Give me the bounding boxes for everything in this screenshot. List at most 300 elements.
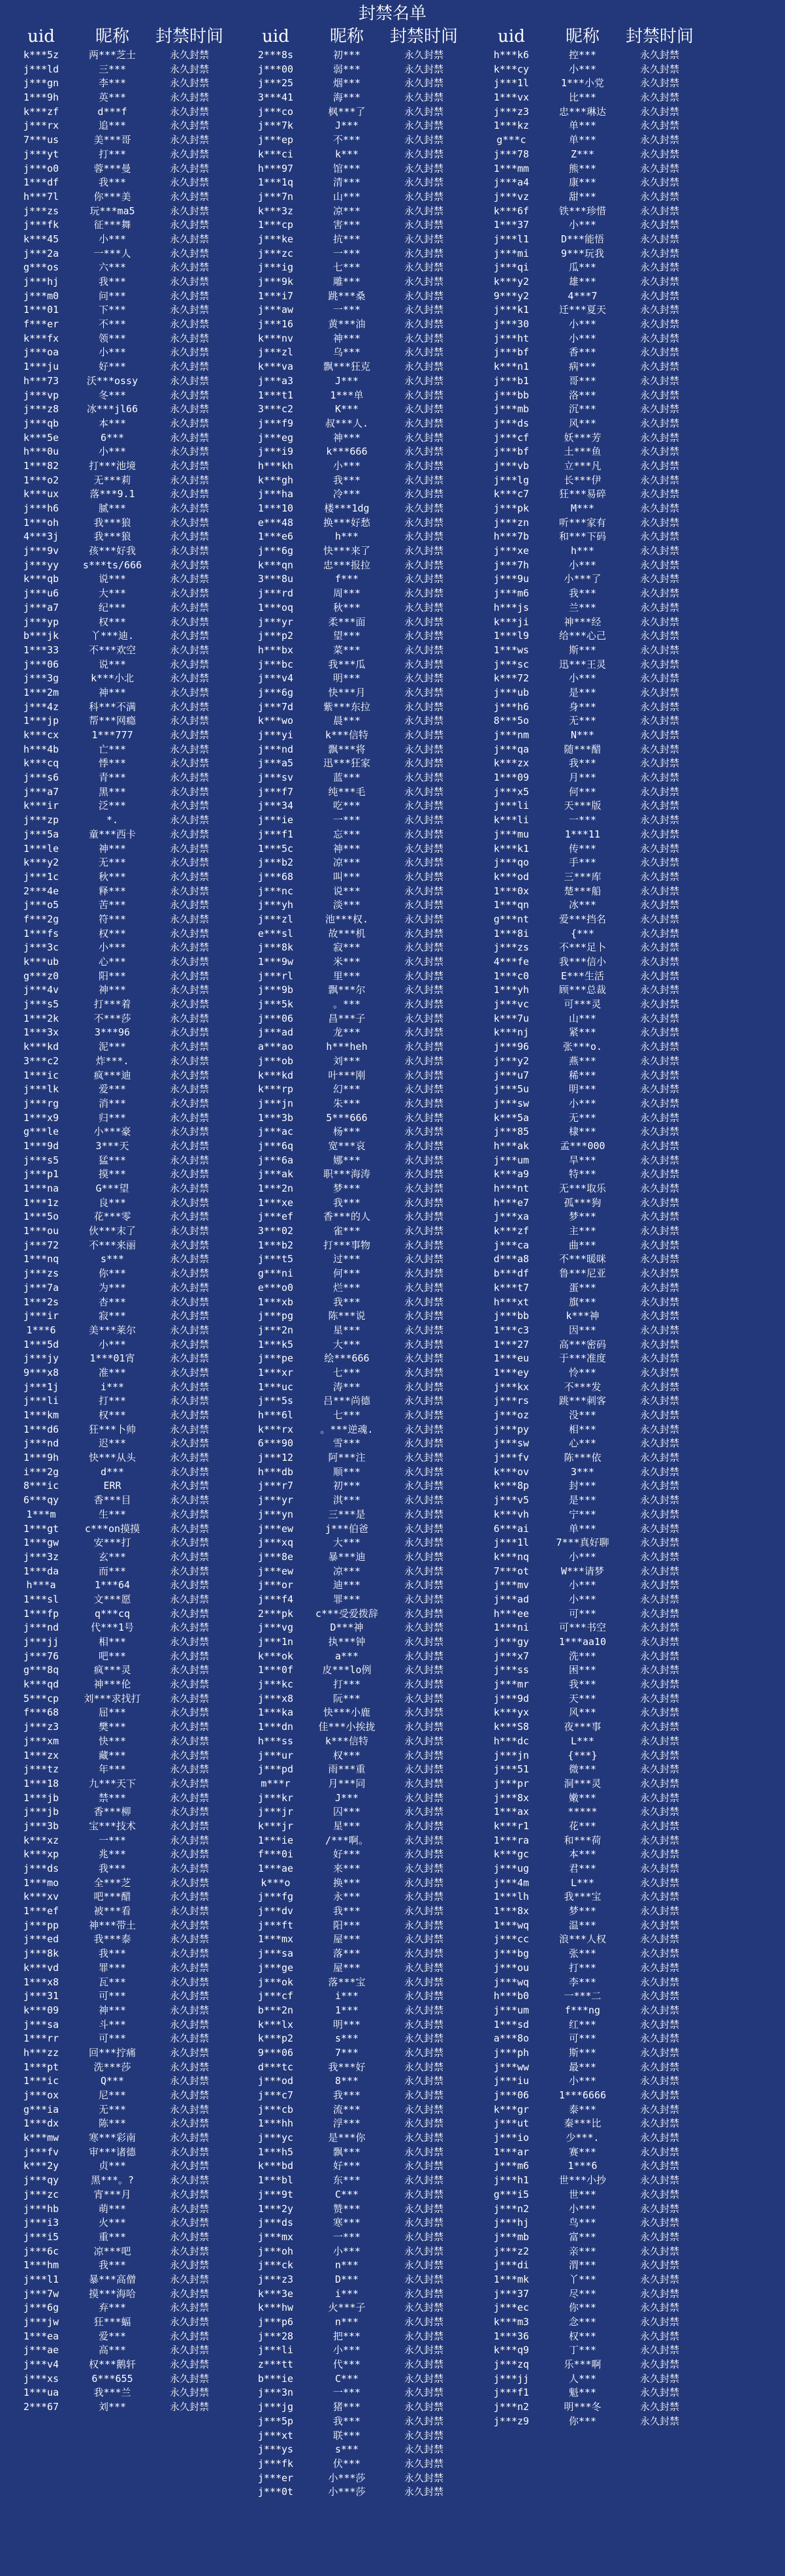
- ban-time-cell: 永久封禁: [639, 2075, 679, 2087]
- ban-time-cell: 永久封禁: [404, 120, 443, 132]
- ban-time-cell: 永久封禁: [639, 2103, 679, 2115]
- nickname-cell: 明***: [332, 672, 361, 685]
- table-row: [234, 63, 470, 77]
- table-row: [0, 1536, 235, 1550]
- table-row: [0, 2131, 235, 2145]
- ban-time-cell: 永久封禁: [169, 1721, 209, 1733]
- table-row: [470, 572, 705, 587]
- uid-cell: k***mw: [23, 2132, 59, 2144]
- table-row: [0, 1394, 235, 1409]
- ban-time-cell: 永久封禁: [639, 289, 679, 302]
- ban-time-cell: 永久封禁: [404, 1168, 443, 1181]
- table-row: [234, 1451, 470, 1465]
- nickname-cell: 吃***: [332, 800, 361, 812]
- nickname-cell: 害***: [332, 219, 361, 231]
- table-row: [234, 2159, 470, 2174]
- ban-time-cell: 永久封禁: [404, 672, 443, 685]
- ban-time-cell: 永久封禁: [169, 2145, 209, 2158]
- table-row: [234, 76, 470, 91]
- ban-time-cell: 永久封禁: [169, 403, 209, 416]
- ban-time-cell: 永久封禁: [404, 1352, 443, 1365]
- uid-cell: 1***2k: [23, 1012, 59, 1024]
- uid-cell: 1***2m: [23, 686, 59, 698]
- uid-cell: j***z2: [493, 2245, 530, 2257]
- ban-time-cell: 永久封禁: [169, 686, 209, 698]
- ban-time-cell: 永久封禁: [639, 1990, 679, 2002]
- table-row: [0, 1409, 235, 1423]
- table-row: [234, 119, 470, 133]
- nickname-cell: k***小北: [90, 672, 135, 685]
- ban-time-cell: 永久封禁: [169, 1834, 209, 1846]
- nickname-cell: 无***: [568, 1111, 597, 1124]
- table-row: [234, 2429, 470, 2443]
- ban-time-cell: 永久封禁: [639, 374, 679, 387]
- table-row: [234, 2443, 470, 2457]
- table-row: [234, 2061, 470, 2075]
- ban-time-cell: 永久封禁: [639, 899, 679, 911]
- nickname-cell: 抗***: [332, 233, 361, 245]
- uid-cell: j***b1: [493, 374, 530, 387]
- uid-cell: k***45: [23, 233, 59, 245]
- table-row: [470, 1593, 705, 1607]
- ban-time-cell: 永久封禁: [404, 842, 443, 855]
- table-row: [470, 2188, 705, 2202]
- ban-time-cell: 永久封禁: [404, 134, 443, 146]
- nickname-cell: 忘***: [332, 828, 361, 840]
- ban-time-cell: 永久封禁: [169, 1097, 209, 1109]
- uid-cell: j***5a: [23, 828, 59, 840]
- uid-cell: g***nt: [493, 913, 530, 925]
- uid-cell: j***4m: [493, 1876, 530, 1889]
- nickname-cell: 泰***: [568, 2103, 597, 2115]
- table-row: [234, 2258, 470, 2273]
- nickname-cell: 一***: [98, 1834, 127, 1846]
- uid-cell: k***09: [23, 2004, 59, 2016]
- table-body: [0, 48, 235, 2415]
- table-row: [0, 2174, 235, 2188]
- nickname-cell: 我***宝: [564, 1891, 601, 1903]
- nickname-cell: 藏***: [98, 1749, 127, 1761]
- ban-time-cell: 永久封禁: [169, 2273, 209, 2285]
- ban-time-cell: 永久封禁: [404, 1452, 443, 1464]
- table-row: [470, 913, 705, 927]
- nickname-cell: s***: [100, 1253, 125, 1265]
- table-row: [470, 1154, 705, 1168]
- uid-cell: j***jr: [257, 1806, 294, 1818]
- nickname-cell: 我***瓜: [328, 658, 366, 670]
- table-row: [470, 2131, 705, 2145]
- nickname-cell: {***: [570, 927, 595, 939]
- table-row: [234, 1692, 470, 1706]
- table-row: [0, 289, 235, 304]
- nickname-cell: 枫***了: [328, 105, 366, 118]
- table-row: [0, 1834, 235, 1848]
- nickname-cell: 落***宝: [328, 1976, 366, 1988]
- table-row: [470, 1026, 705, 1040]
- table-row: [0, 1650, 235, 1664]
- table-row: [0, 1635, 235, 1650]
- table-row: [470, 1281, 705, 1296]
- nickname-cell: 明***: [332, 2018, 361, 2030]
- ban-time-cell: 永久封禁: [169, 2358, 209, 2371]
- uid-cell: 1***b2: [257, 1239, 294, 1251]
- table-row: [0, 1097, 235, 1111]
- nickname-cell: 三***是: [328, 1508, 366, 1520]
- uid-cell: j***bc: [257, 658, 294, 670]
- ban-time-cell: 永久封禁: [169, 1791, 209, 1804]
- uid-cell: 1***9d: [23, 1139, 59, 1152]
- uid-cell: h***zz: [23, 2046, 59, 2059]
- nickname-cell: s***: [334, 2032, 359, 2045]
- nickname-cell: 不***: [332, 134, 361, 146]
- uid-cell: 1***ou: [23, 1225, 59, 1237]
- table-row: [0, 1493, 235, 1508]
- uid-cell: j***ut: [493, 2117, 530, 2130]
- uid-cell: k***ci: [257, 148, 294, 160]
- table-row: [470, 927, 705, 941]
- ban-time-cell: 永久封禁: [169, 431, 209, 444]
- table-row: [234, 2032, 470, 2046]
- table-row: [0, 1479, 235, 1493]
- uid-cell: j***li: [493, 800, 530, 812]
- table-row: [234, 1352, 470, 1366]
- uid-cell: j***ub: [493, 686, 530, 698]
- ban-time-cell: 永久封禁: [169, 1933, 209, 1946]
- nickname-cell: 刘***: [98, 2401, 127, 2413]
- uid-cell: k***p2: [257, 2032, 294, 2045]
- ban-time-cell: 永久封禁: [404, 715, 443, 727]
- ban-time-cell: 永久封禁: [639, 1819, 679, 1832]
- nickname-cell: 飘***尔: [328, 984, 366, 996]
- nickname-cell: 鸟***: [568, 2217, 597, 2229]
- nickname-cell: 东***: [332, 2174, 361, 2187]
- nickname-cell: 罪***: [98, 1961, 127, 1974]
- nickname-cell: 七***: [332, 261, 361, 274]
- table-row: [470, 2216, 705, 2230]
- uid-cell: h***6l: [257, 1409, 294, 1421]
- table-row: [470, 1989, 705, 2004]
- ban-time-cell: 永久封禁: [404, 361, 443, 373]
- table-row: [234, 445, 470, 459]
- table-row: [0, 105, 235, 120]
- table-row: [0, 2004, 235, 2018]
- table-row: [0, 544, 235, 559]
- table-row: [234, 1210, 470, 1224]
- table-row: [0, 644, 235, 658]
- uid-cell: k***jr: [257, 1819, 294, 1832]
- uid-cell: j***yp: [23, 615, 59, 628]
- uid-cell: j***qy: [23, 2174, 59, 2187]
- uid-cell: j***jg: [257, 2401, 294, 2413]
- nickname-cell: 符***: [98, 913, 127, 925]
- table-row: [0, 374, 235, 389]
- uid-cell: j***xs: [23, 2372, 59, 2385]
- table-header: [470, 25, 705, 48]
- uid-cell: 1***e6: [257, 530, 294, 543]
- table-row: [0, 2061, 235, 2075]
- nickname-cell: 我***: [98, 176, 127, 189]
- uid-cell: k***5a: [493, 1111, 530, 1124]
- ban-time-cell: 永久封禁: [404, 1706, 443, 1719]
- table-row: [234, 2004, 470, 2018]
- ban-time-cell: 永久封禁: [404, 318, 443, 331]
- ban-time-cell: 永久封禁: [639, 63, 679, 75]
- nickname-cell: 明***冬: [564, 2401, 601, 2413]
- ban-time-cell: 永久封禁: [639, 885, 679, 897]
- uid-cell: j***zp: [23, 814, 59, 826]
- nickname-cell: 权***鹅轩: [88, 2358, 136, 2371]
- ban-time-cell: 永久封禁: [639, 1182, 679, 1194]
- uid-cell: 1***8i: [493, 927, 530, 939]
- table-row: [0, 516, 235, 530]
- uid-cell: j***qa: [493, 743, 530, 755]
- nickname-cell: 神***伦: [93, 1678, 131, 1691]
- ban-time-cell: 永久封禁: [169, 219, 209, 231]
- uid-cell: 1***2s: [23, 1296, 59, 1308]
- uid-cell: j***zs: [493, 941, 530, 954]
- uid-cell: k***gc: [493, 1848, 530, 1861]
- table-row: [470, 757, 705, 771]
- uid-cell: j***f9: [257, 417, 294, 429]
- table-row: [0, 2117, 235, 2131]
- ban-time-cell: 永久封禁: [404, 927, 443, 939]
- ban-time-cell: 永久封禁: [169, 2316, 209, 2328]
- ban-time-cell: 永久封禁: [639, 1338, 679, 1350]
- nickname-cell: 我***: [332, 2415, 361, 2427]
- uid-cell: h***4b: [23, 743, 59, 755]
- nickname-cell: 寒***彩南: [88, 2132, 136, 2144]
- ban-time-cell: 永久封禁: [169, 856, 209, 869]
- nickname-cell: 嫩***: [568, 1791, 597, 1804]
- nickname-cell: f***: [334, 573, 359, 585]
- nickname-cell: 孤***狗: [564, 1196, 601, 1209]
- ban-time-cell: 永久封禁: [404, 1763, 443, 1776]
- ban-time-cell: 永久封禁: [639, 488, 679, 500]
- uid-cell: j***ig: [257, 261, 294, 274]
- table-row: [0, 1848, 235, 1862]
- ban-time-cell: 永久封禁: [404, 446, 443, 458]
- nickname-cell: 8***: [334, 2075, 359, 2087]
- table-row: [234, 1281, 470, 1296]
- table-row: [0, 785, 235, 800]
- uid-cell: k***y2: [23, 856, 59, 869]
- ban-time-cell: 永久封禁: [169, 2032, 209, 2045]
- ban-time-cell: 永久封禁: [169, 1664, 209, 1676]
- ban-time-cell: 永久封禁: [404, 1253, 443, 1265]
- nickname-cell: 。***: [332, 998, 361, 1011]
- nickname-cell: 洞***灵: [564, 1777, 601, 1789]
- uid-cell: j***zs: [23, 1267, 59, 1280]
- table-row: [470, 91, 705, 105]
- ban-time-cell: 永久封禁: [404, 2188, 443, 2200]
- nickname-cell: 换***好愁: [323, 516, 371, 529]
- table-row: [234, 2145, 470, 2160]
- ban-time-cell: 永久封禁: [639, 1111, 679, 1124]
- ban-time-cell: 永久封禁: [169, 2330, 209, 2342]
- table-row: [0, 346, 235, 360]
- ban-time-cell: 永久封禁: [169, 530, 209, 543]
- uid-cell: a***8o: [493, 2032, 530, 2045]
- uid-cell: 1***27: [493, 1338, 530, 1350]
- uid-cell: 1***9w: [257, 956, 294, 968]
- table-row: [470, 2046, 705, 2061]
- table-row: [470, 2258, 705, 2273]
- uid-cell: k***3z: [257, 204, 294, 217]
- table-row: [234, 1139, 470, 1154]
- uid-cell: z***tt: [257, 2358, 294, 2371]
- table-row: [470, 2145, 705, 2160]
- nickname-cell: i***: [334, 1990, 359, 2002]
- nickname-cell: 花***零: [93, 1211, 131, 1223]
- uid-cell: k***ir: [23, 800, 59, 812]
- ban-time-cell: 永久封禁: [169, 2344, 209, 2356]
- table-row: [0, 247, 235, 261]
- nickname-cell: q***cq: [94, 1607, 131, 1620]
- nickname-cell: 1***01宵: [89, 1352, 135, 1365]
- uid-cell: j***oa: [23, 346, 59, 359]
- nickname-cell: 冰***jl66: [86, 403, 138, 416]
- ban-time-cell: 永久封禁: [404, 190, 443, 203]
- uid-cell: 2***8s: [257, 49, 294, 61]
- ban-time-cell: 永久封禁: [169, 1366, 209, 1378]
- table-row: [234, 289, 470, 304]
- uid-cell: j***kr: [257, 1791, 294, 1804]
- ban-time-cell: 永久封禁: [404, 2457, 443, 2470]
- table-row: [234, 431, 470, 446]
- ban-time-cell: 永久封禁: [404, 289, 443, 302]
- uid-cell: j***8e: [257, 1550, 294, 1563]
- uid-cell: j***25: [257, 77, 294, 90]
- ban-time-cell: 永久封禁: [169, 1465, 209, 1478]
- uid-cell: j***9u: [493, 573, 530, 585]
- uid-cell: j***5k: [257, 998, 294, 1011]
- ban-time-cell: 永久封禁: [639, 318, 679, 331]
- ban-time-cell: 永久封禁: [404, 148, 443, 160]
- uid-cell: j***bg: [493, 1948, 530, 1960]
- uid-cell: j***1c: [23, 870, 59, 883]
- uid-cell: j***9t: [257, 2188, 294, 2200]
- ban-time-cell: 永久封禁: [639, 729, 679, 741]
- table-row: [470, 374, 705, 389]
- uid-cell: j***oh: [257, 2245, 294, 2257]
- table-row: [234, 2230, 470, 2245]
- nickname-cell: 本***: [568, 1848, 597, 1861]
- ban-time-cell: 永久封禁: [404, 474, 443, 486]
- table-row: [470, 870, 705, 885]
- uid-cell: 1***37: [493, 219, 530, 231]
- ban-time-cell: 永久封禁: [639, 446, 679, 458]
- ban-time-cell: 永久封禁: [169, 1976, 209, 1988]
- table-row: [234, 1932, 470, 1947]
- nickname-cell: 杏***: [98, 1296, 127, 1308]
- ban-time-cell: 永久封禁: [404, 870, 443, 883]
- uid-cell: j***06: [493, 2089, 530, 2101]
- table-row: [234, 1976, 470, 1990]
- ban-time-cell: 永久封禁: [169, 615, 209, 628]
- uid-cell: j***qb: [23, 417, 59, 429]
- ban-time-cell: 永久封禁: [169, 729, 209, 741]
- ban-time-cell: 永久封禁: [169, 1083, 209, 1096]
- ban-time-cell: 永久封禁: [404, 856, 443, 869]
- ban-time-cell: 永久封禁: [169, 176, 209, 189]
- nickname-cell: 何***: [332, 1267, 361, 1280]
- ban-time-cell: 永久封禁: [404, 1409, 443, 1421]
- ban-time-cell: 永久封禁: [169, 318, 209, 331]
- nickname-cell: 熊***: [568, 162, 597, 174]
- nickname-cell: 雨***重: [328, 1763, 366, 1776]
- table-row: [470, 2018, 705, 2032]
- nickname-cell: 秋***: [98, 870, 127, 883]
- ban-time-cell: 永久封禁: [639, 2330, 679, 2342]
- table-row: [470, 1735, 705, 1749]
- nickname-cell: 打***事物: [323, 1239, 371, 1251]
- ban-time-cell: 永久封禁: [169, 2004, 209, 2016]
- table-row: [234, 1252, 470, 1267]
- table-row: [0, 1508, 235, 1522]
- nickname-cell: 神***: [332, 332, 361, 344]
- nickname-cell: 1***777: [91, 729, 133, 741]
- uid-cell: h***nt: [493, 1182, 530, 1194]
- uid-cell: h***xt: [493, 1296, 530, 1308]
- uid-cell: k***6f: [493, 204, 530, 217]
- nickname-cell: 星***: [332, 1324, 361, 1336]
- ban-time-cell: 永久封禁: [404, 1267, 443, 1280]
- table-row: [234, 487, 470, 502]
- ban-time-cell: 永久封禁: [639, 2344, 679, 2356]
- nickname-cell: 权***: [332, 1749, 361, 1761]
- nickname-cell: 香***目: [93, 1494, 131, 1507]
- ban-time-cell: 永久封禁: [169, 885, 209, 897]
- nickname-cell: 凉***: [332, 204, 361, 217]
- uid-cell: 1***9h: [23, 91, 59, 104]
- uid-cell: j***ir: [23, 1310, 59, 1322]
- ban-time-cell: 永久封禁: [639, 2188, 679, 2200]
- nickname-cell: 苦***: [98, 899, 127, 911]
- table-row: [0, 1791, 235, 1806]
- table-row: [0, 927, 235, 941]
- table-row: [0, 2358, 235, 2372]
- nickname-cell: 领***: [98, 332, 127, 344]
- ban-time-cell: 永久封禁: [169, 956, 209, 968]
- nickname-cell: 浮***: [332, 2117, 361, 2130]
- uid-cell: 1***3x: [23, 1026, 59, 1039]
- uid-cell: j***o0: [23, 162, 59, 174]
- ban-time-cell: 永久封禁: [639, 332, 679, 344]
- uid-cell: j***c7: [257, 2089, 294, 2101]
- ban-table-column-1: [0, 25, 235, 2415]
- ban-time-cell: 永久封禁: [639, 1891, 679, 1903]
- uid-cell: k***vh: [493, 1508, 530, 1520]
- nickname-cell: 故***机: [328, 927, 366, 939]
- table-row: [234, 856, 470, 870]
- nickname-cell: 释***: [98, 885, 127, 897]
- nickname-cell: 科***不满: [88, 700, 136, 713]
- uid-cell: j***ew: [257, 1522, 294, 1535]
- nickname-cell: 小***: [568, 1550, 597, 1563]
- ban-time-cell: 永久封禁: [169, 1636, 209, 1648]
- uid-cell: 9***x8: [23, 1366, 59, 1378]
- uid-cell: k***r1: [493, 1819, 530, 1832]
- table-row: [234, 1706, 470, 1720]
- table-row: [234, 1650, 470, 1664]
- table-row: [470, 1479, 705, 1493]
- nickname-cell: 为***: [98, 1281, 127, 1294]
- ban-time-cell: 永久封禁: [639, 1848, 679, 1861]
- nickname-cell: 1***6666: [558, 2089, 607, 2101]
- uid-cell: j***ad: [257, 1026, 294, 1039]
- nickname-cell: 暴***高僧: [88, 2273, 136, 2285]
- nickname-cell: 快***来了: [323, 545, 371, 557]
